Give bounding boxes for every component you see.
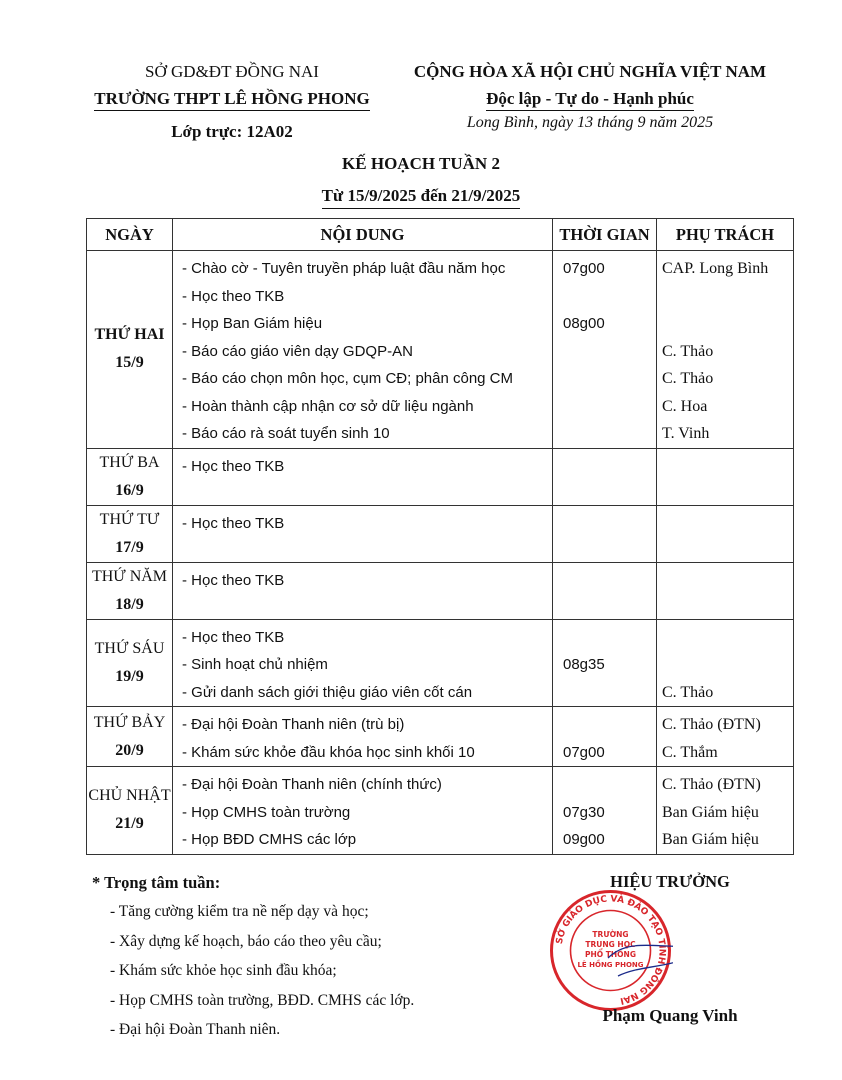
responsible-cell [657,619,794,707]
national-header [390,58,790,132]
col-header-time: THỜI GIAN [553,219,657,251]
issuer-block [62,58,402,145]
table-row [87,767,794,855]
activity-responsible: C. Hoa [662,397,708,415]
day-date: 21/9 [115,815,144,833]
activity-time [553,624,656,652]
responsible-cell [657,448,794,505]
day-name: CHỦ NHẬT [88,787,171,805]
table-row [87,562,794,619]
school-name: TRƯỜNG THPT LÊ HỒNG PHONG [62,85,402,112]
activity-time [553,510,656,538]
activity-text: - Chào cờ - Tuyên truyền pháp luật đầu năm học [182,260,506,277]
plan-range: Từ 15/9/2025 đến 21/9/2025 [0,180,842,212]
day-cell [87,562,173,619]
activity-responsible: C. Thảo (ĐTN) [662,776,761,793]
focus-item: - Họp CMHS toàn trường, BĐD. CMHS các lớp. [110,991,415,1009]
activity-text: - Khám sức khỏe đầu khóa học sinh khối 10 [182,743,475,761]
activity-text: - Đại hội Đoàn Thanh niên (chính thức) [182,776,442,793]
activity-time [553,771,656,799]
day-date: 19/9 [115,667,144,685]
day-cell [87,448,173,505]
activity-responsible: Ban Giám hiệu [662,831,759,848]
time-cell [553,707,657,767]
svg-text:PHỔ THÔNG: PHỔ THÔNG [585,950,636,959]
svg-text:TRƯỜNG: TRƯỜNG [592,930,629,939]
activity-time: 07g30 [563,803,605,821]
content-cell [173,251,553,449]
time-cell [553,251,657,449]
day-cell [87,707,173,767]
day-date: 16/9 [115,481,144,499]
activity-time: 08g00 [563,315,605,332]
responsible-cell [657,505,794,562]
activity-time: 07g00 [563,743,605,761]
content-cell [173,562,553,619]
duty-class: Lớp trực: 12A02 [171,122,293,141]
svg-text:TRUNG HỌC: TRUNG HỌC [585,940,636,949]
activity-responsible [657,453,793,481]
focus-item: - Khám sức khỏe học sinh đầu khóa; [110,962,337,979]
activity-responsible: C. Thắm [662,743,718,761]
activity-text: - Họp Ban Giám hiệu [182,315,323,332]
day-name: THỨ BẢY [93,713,166,731]
signer-name: Phạm Quang Vinh [602,1006,738,1025]
activity-time [553,679,656,707]
activity-time: 07g00 [563,260,605,277]
responsible-cell [657,767,794,855]
activity-text: - Họp CMHS toàn trường [182,803,351,821]
day-name: THỨ SÁU [94,639,165,657]
activity-time [553,393,656,421]
activity-responsible: Ban Giám hiệu [662,803,759,821]
day-date: 15/9 [115,354,144,372]
activity-text: - Báo cáo rà soát tuyển sinh 10 [182,425,390,442]
activity-text: - Học theo TKB [182,457,285,475]
time-cell [553,448,657,505]
table-header-row [87,219,794,251]
document-title [0,148,842,212]
content-cell [173,448,553,505]
activity-text: - Học theo TKB [182,287,285,305]
day-cell [87,619,173,707]
time-cell [553,619,657,707]
activity-time: 09g00 [563,831,605,848]
col-header-content: NỘI DUNG [173,219,553,251]
focus-title: * Trọng tâm tuần: [92,873,221,892]
day-name: THỨ TƯ [99,510,160,528]
table-row [87,251,794,449]
time-cell [553,767,657,855]
focus-item: - Xây dựng kế hoạch, báo cáo theo yêu cầu; [110,932,382,950]
activity-text: - Báo cáo giáo viên dạy GDQP-AN [182,342,413,360]
weekly-plan-table [86,218,794,855]
activity-text: - Học theo TKB [182,514,285,532]
time-cell [553,505,657,562]
place-date: Long Bình, ngày 13 tháng 9 năm 2025 [466,114,714,131]
activity-text: - Học theo TKB [182,571,285,589]
responsible-cell [657,707,794,767]
official-seal-stamp [548,888,673,1013]
content-cell [173,505,553,562]
day-cell [87,251,173,449]
col-header-responsible: PHỤ TRÁCH [657,219,794,251]
plan-title: KẾ HOẠCH TUẦN 2 [342,154,500,173]
responsible-cell [657,251,794,449]
day-date: 18/9 [115,595,144,613]
activity-time [553,420,656,448]
week-focus [92,872,512,1045]
responsible-cell [657,562,794,619]
activity-responsible [657,651,793,679]
activity-text: - Đại hội Đoàn Thanh niên (trù bị) [182,716,405,733]
content-cell [173,707,553,767]
activity-responsible [657,283,793,311]
focus-item: - Đại hội Đoàn Thanh niên. [110,1021,281,1038]
activity-responsible [657,310,793,338]
day-cell [87,767,173,855]
focus-item: - Tăng cường kiểm tra nề nếp dạy và học; [110,903,369,920]
activity-time [553,283,656,311]
activity-text: - Học theo TKB [182,628,285,646]
day-name: THỨ BA [99,453,160,471]
activity-text: - Họp BĐD CMHS các lớp [182,831,357,848]
activity-responsible: C. Thảo (ĐTN) [662,716,761,733]
activity-responsible: C. Thảo [662,342,714,360]
table-row [87,619,794,707]
activity-time [553,567,656,595]
day-date: 17/9 [115,538,144,556]
svg-text:SỞ GIÁO DỤC VÀ ĐÀO TẠO TỈNH ĐỒ: SỞ GIÁO DỤC VÀ ĐÀO TẠO TỈNH ĐỒNG NAI [554,894,667,1006]
activity-responsible: C. Thảo [662,683,714,701]
activity-time [553,711,656,739]
motto: Độc lập - Tự do - Hạnh phúc [390,85,790,112]
svg-text:LÊ HỒNG PHONG: LÊ HỒNG PHONG [577,961,644,969]
day-name: THỨ NĂM [91,567,168,585]
activity-responsible: C. Thảo [662,370,714,387]
time-cell [553,562,657,619]
table-row [87,707,794,767]
activity-responsible: T. Vinh [662,425,710,442]
activity-text: - Sinh hoạt chủ nhiệm [182,656,328,673]
table-row [87,448,794,505]
day-cell [87,505,173,562]
activity-text: - Báo cáo chọn môn học, cụm CĐ; phân công CM [182,370,513,387]
department-name: SỞ GD&ĐT ĐỒNG NAI [145,62,319,81]
activity-responsible [657,567,793,595]
table-row [87,505,794,562]
activity-time [553,338,656,366]
activity-responsible [657,624,793,652]
content-cell [173,619,553,707]
activity-responsible [657,510,793,538]
activity-text: - Hoàn thành cập nhận cơ sở dữ liệu ngành [182,397,474,415]
col-header-day: NGÀY [87,219,173,251]
activity-time [553,365,656,393]
activity-time: 08g35 [563,656,605,673]
day-date: 20/9 [115,741,144,759]
activity-time [553,453,656,481]
content-cell [173,767,553,855]
activity-text: - Gửi danh sách giới thiệu giáo viên cốt cán [182,683,473,701]
signer-title: HIỆU TRƯỞNG [610,872,730,891]
country-name: CỘNG HÒA XÃ HỘI CHỦ NGHĨA VIỆT NAM [413,62,767,81]
activity-responsible: CAP. Long Bình [662,260,769,277]
day-name: THỨ HAI [94,326,165,344]
